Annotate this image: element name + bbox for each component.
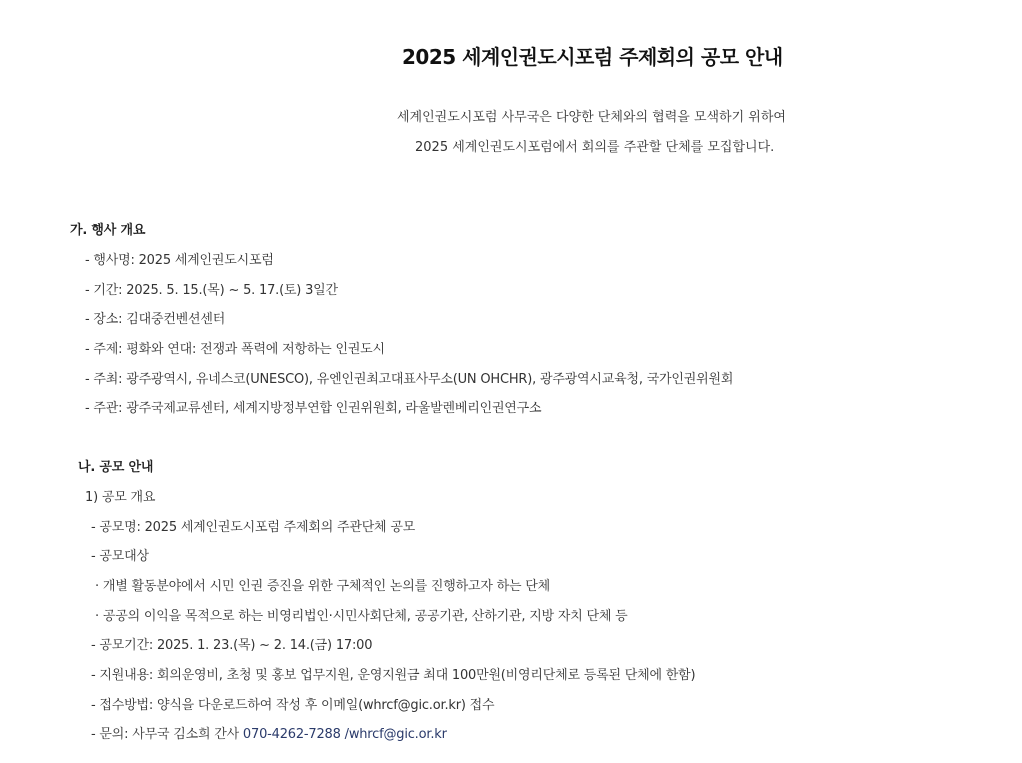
call-target-item-2: · 공공의 이익을 목적으로 하는 비영리법인·시민사회단체, 공공기관, 산하기관, 지방 자치 단체 등: [95, 609, 628, 624]
section-b-heading: 나. 공모 안내: [78, 460, 154, 475]
intro-line-1: 세계인권도시포럼 사무국은 다양한 단체와의 협력을 모색하기 위하여: [397, 110, 786, 125]
event-venue-item: - 장소: 김대중컨벤션센터: [85, 312, 226, 327]
intro-line-2: 2025 세계인권도시포럼에서 회의를 주관할 단체를 모집합니다.: [415, 140, 775, 155]
call-target-label: - 공모대상: [91, 549, 149, 564]
call-target-item-1: · 개별 활동분야에서 시민 인권 증진을 위한 구체적인 논의를 진행하고자 하는 단체: [95, 579, 551, 594]
contact-phone[interactable]: 070-4262-7288: [242, 727, 341, 742]
call-support-item: - 지원내용: 회의운영비, 초청 및 홍보 업무지원, 운영지원금 최대 100만원(비영리단체로 등록된 단체에 한함): [91, 668, 696, 683]
contact-email-link[interactable]: whrcf@gic.or.kr: [348, 727, 447, 742]
section-b-subheading: 1) 공모 개요: [85, 490, 156, 505]
page-title: 2025 세계인권도시포럼 주제회의 공모 안내: [402, 45, 783, 69]
event-name-item: - 행사명: 2025 세계인권도시포럼: [85, 253, 274, 268]
call-period-item: - 공모기간: 2025. 1. 23.(목) ~ 2. 14.(금) 17:00: [91, 638, 373, 653]
event-period-item: - 기간: 2025. 5. 15.(목) ~ 5. 17.(토) 3일간: [85, 283, 338, 298]
event-theme-item: - 주제: 평화와 연대: 전쟁과 폭력에 저항하는 인권도시: [85, 342, 385, 357]
contact-separator: /: [340, 727, 349, 742]
event-organizer-item: - 주관: 광주국제교류센터, 세계지방정부연합 인권위원회, 라울발렌베리인권연구소: [85, 401, 542, 416]
call-name-item: - 공모명: 2025 세계인권도시포럼 주제회의 주관단체 공모: [91, 520, 416, 535]
call-submission-item: - 접수방법: 양식을 다운로드하여 작성 후 이메일(whrcf@gic.or.kr) 접수: [91, 698, 495, 713]
event-host-item: - 주최: 광주광역시, 유네스코(UNESCO), 유엔인권최고대표사무소(UN OHCHR), 광주광역시교육청, 국가인권위원회: [85, 372, 734, 387]
contact-item: [91, 723, 447, 742]
section-a-heading: 가. 행사 개요: [70, 223, 146, 238]
contact-prefix: - 문의: 사무국 김소희 간사: [91, 727, 243, 742]
